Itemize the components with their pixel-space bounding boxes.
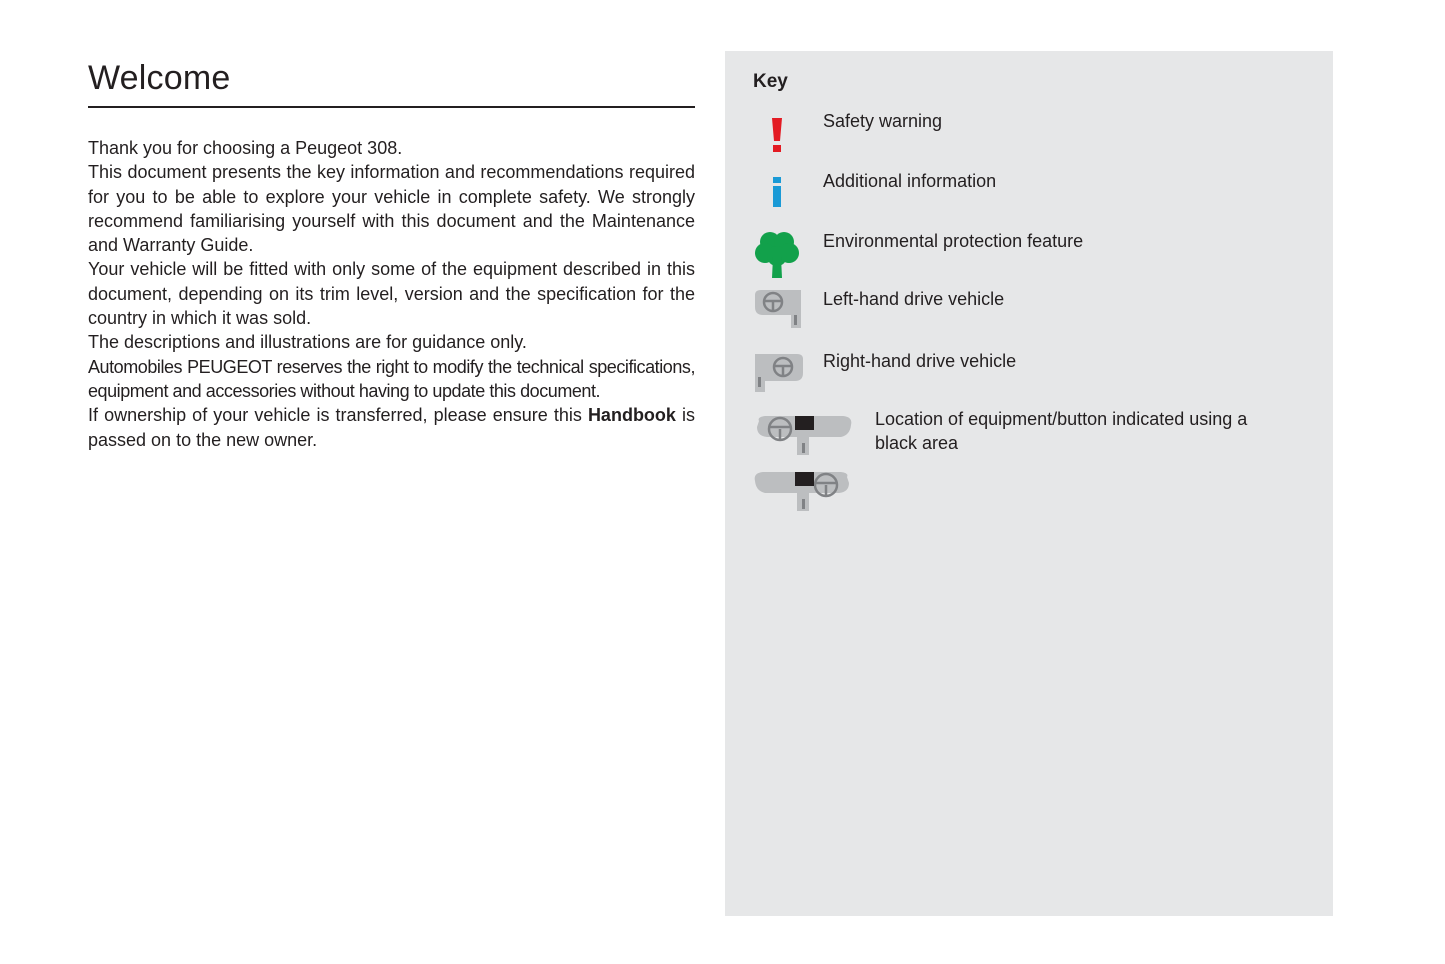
key-label-safety-warning: Safety warning <box>823 111 943 131</box>
intro-paragraph-3: Your vehicle will be fitted with only some of the equipment described in this document, depending on its trim level, version and the specification for the country in which it was sold. <box>88 259 695 329</box>
key-label-equipment-location-line2: black area <box>875 433 959 453</box>
page-title: Welcome <box>88 59 231 97</box>
right-hand-drive-icon <box>753 349 805 393</box>
tree-icon <box>753 229 801 281</box>
key-label-equipment-location: Location of equipment/button indicated using a <box>875 409 1248 429</box>
intro-paragraph-6-start: If ownership of your vehicle is transferred, please ensure this <box>88 405 588 426</box>
welcome-section <box>88 52 695 452</box>
key-title: Key <box>753 71 788 92</box>
intro-paragraph-1: Thank you for choosing a Peugeot 308. <box>88 138 403 158</box>
key-label-additional-information: Additional information <box>823 171 997 191</box>
left-hand-drive-icon <box>753 287 805 331</box>
exclamation-icon <box>753 115 801 159</box>
intro-paragraph-6 <box>88 403 695 452</box>
key-label-left-hand-drive: Left-hand drive vehicle <box>823 289 1005 309</box>
handbook-emphasis: Handbook <box>587 405 676 426</box>
key-panel <box>725 51 1333 916</box>
key-label-right-hand-drive: Right-hand drive vehicle <box>823 351 1017 371</box>
intro-paragraph-5: Automobiles PEUGEOT reserves the right to modify the technical specifications, equipment and accessories without having to update this document. <box>88 356 695 401</box>
intro-text <box>88 136 695 452</box>
dashboard-location-icon <box>753 411 853 515</box>
intro-paragraph-2: This document presents the key information and recommendations required for you to be able to explore your vehicle in complete safety. We strongly recommend familiarising yourself with this document and the Maintenance and Warranty Guide. <box>88 162 695 256</box>
key-label-environmental: Environmental protection feature <box>823 231 1084 251</box>
title-divider <box>88 106 695 108</box>
intro-paragraph-6-end: is passed on to the new owner. <box>88 405 696 450</box>
intro-paragraph-4: The descriptions and illustrations are for guidance only. <box>88 332 527 353</box>
info-icon <box>753 175 801 215</box>
